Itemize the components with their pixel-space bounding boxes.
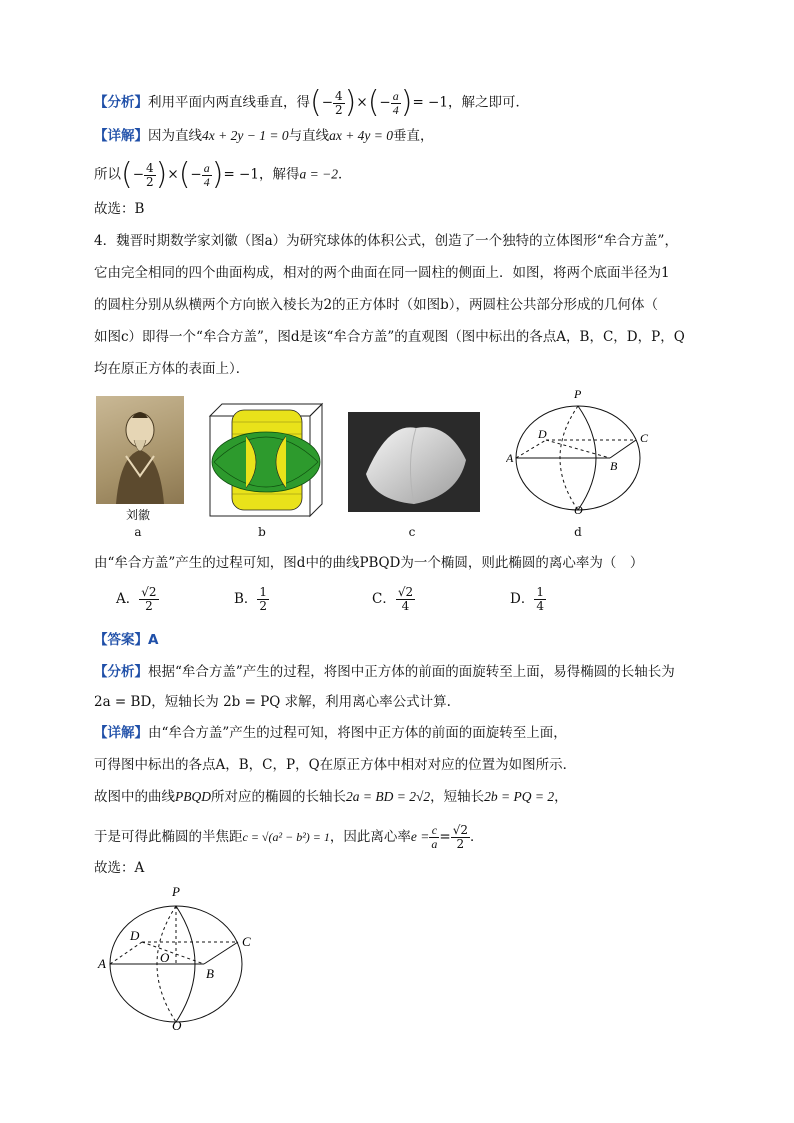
- fraction-1: $\frac{4}{2}$: [335, 88, 343, 117]
- label-q: Q: [574, 503, 583, 514]
- question-4-line-3: 的圆柱分别从纵横两个方向嵌入棱长为2的正方体时（如图b），两圆柱公共部分形成的几何体（: [94, 297, 658, 313]
- question-4-line-2: 它由完全相同的四个曲面构成，相对的两个曲面在同一圆柱的侧面上．如图，将两个底面半径为1: [94, 265, 670, 281]
- label-c: C: [640, 431, 649, 445]
- caption-a: a: [134, 525, 142, 539]
- fraction-2: $\frac{a}{4}$: [392, 88, 399, 117]
- line-equation-1: 4x + 2y − 1 = 0: [202, 128, 289, 143]
- analysis-4-tag: 【分析】: [94, 664, 148, 680]
- choice-c[interactable]: C． $\frac{√2}{4}$: [372, 585, 414, 613]
- choice-a[interactable]: A． $\frac{√2}{2}$: [116, 585, 157, 613]
- question-4-line-4: 如图c）即得一个“牟合方盖”，图d是该“牟合方盖”的直观图（图中标出的各点A，B，C，D，P，Q: [94, 329, 685, 345]
- caption-d: d: [574, 525, 582, 539]
- ans-label-p: P: [172, 884, 180, 899]
- figure-c-render: [348, 412, 480, 512]
- analysis-4-text: 根据“牟合方盖”产生的过程，将图中正方体的前面的面旋转至上面，易得椭圆的长轴长为: [148, 664, 675, 680]
- answer-1: 故选：B: [94, 201, 145, 217]
- detail-line-1: [94, 126, 434, 146]
- detail-result: a = −2: [299, 166, 338, 182]
- question-4-line-1: 4．魏晋时期数学家刘徽（图a）为研究球体的体积公式，创造了一个独特的立体图形“牟合方盖”，: [94, 233, 678, 249]
- label-d: D: [538, 427, 547, 441]
- line-equation-2: ax + 4y = 0: [329, 128, 394, 143]
- detail-text-b: 与直线: [288, 128, 330, 144]
- label-b: B: [610, 459, 618, 473]
- caption-c: c: [408, 525, 416, 539]
- question-4-prompt: 由“牟合方盖”产生的过程可知，图d中的曲线PBQD为一个椭圆，则此椭圆的离心率为（ ）: [94, 555, 644, 571]
- detail-tag: 【详解】: [94, 128, 148, 144]
- answer-4: 故选：A: [94, 860, 145, 876]
- portrait-liu-hui: [96, 396, 184, 504]
- detail-line-2: 所以(− $\frac{4}{2}$ )×(− $\frac{a}{4}$ )= −1，解得a = −2．: [94, 157, 352, 192]
- detail-4-line-1: [94, 723, 567, 743]
- caption-liu-hui: 刘徽: [125, 508, 150, 522]
- detail-4-tag: 【详解】: [94, 725, 148, 741]
- caption-b: b: [258, 525, 266, 539]
- detail-solve: ，解得: [258, 166, 300, 183]
- analysis-4-line-1: [94, 662, 675, 682]
- ans-label-b: B: [206, 966, 214, 981]
- label-p: P: [574, 387, 582, 401]
- detail-so: 所以: [94, 166, 121, 183]
- paren-open: (: [310, 85, 322, 120]
- detail-4-line-4: 于是可得此椭圆的半焦距c = √(a² − b²) = 1，因此离心率e = $\frac{c}{a}$ = $\frac{√2}{2}$ ．: [94, 823, 484, 851]
- paren-close: ): [344, 85, 357, 120]
- analysis-tag: 【分析】: [94, 94, 148, 111]
- detail-4-line-3: 故图中的曲线PBQD所对应的椭圆的长轴长2a = BD = 2√2，短轴长2b = PQ = 2，: [94, 789, 568, 805]
- figure-d-diagram: [506, 384, 666, 518]
- choice-b[interactable]: B． $\frac{1}{2}$: [234, 585, 268, 613]
- ans-label-a: A: [98, 956, 106, 971]
- ans-label-o: O: [160, 950, 170, 965]
- analysis-line-1: 【分析】利用平面内两直线垂直，得(− $\frac{4}{2}$ )×(− $\frac{a}{4}$ )= −1，解之即可．: [94, 85, 529, 120]
- detail-text-a: 因为直线: [148, 128, 202, 144]
- figure-b-cube-cylinders: [206, 402, 326, 524]
- detail-4-line-2: 可得图中标出的各点A，B，C，P，Q在原正方体中相对对应的位置为如图所示．: [94, 757, 577, 773]
- choice-d[interactable]: D． $\frac{1}{4}$: [510, 585, 544, 613]
- detail-eq: = −1: [223, 166, 259, 183]
- detail-4-text: 由“牟合方盖”产生的过程可知，将图中正方体的前面的面旋转至上面，: [148, 725, 567, 741]
- equation-value: = −1: [412, 94, 448, 111]
- ans-label-d: D: [130, 928, 140, 943]
- analysis-text: 利用平面内两直线垂直，得: [148, 94, 310, 111]
- detail-period: ．: [337, 166, 352, 183]
- detail-text-c: 垂直，: [393, 128, 434, 144]
- label-a: A: [506, 451, 514, 465]
- ans-label-c: C: [242, 934, 251, 949]
- question-4-line-5: 均在原正方体的表面上）．: [94, 361, 250, 377]
- answer-tag: 【答案】A: [94, 632, 159, 648]
- figure-answer-diagram: [92, 880, 262, 1034]
- analysis-text-end: ，解之即可．: [447, 94, 529, 111]
- ans-label-q: Q: [172, 1018, 182, 1030]
- analysis-4-line-2: 2a = BD，短轴长为 2b = PQ 求解，利用离心率公式计算.: [94, 694, 451, 710]
